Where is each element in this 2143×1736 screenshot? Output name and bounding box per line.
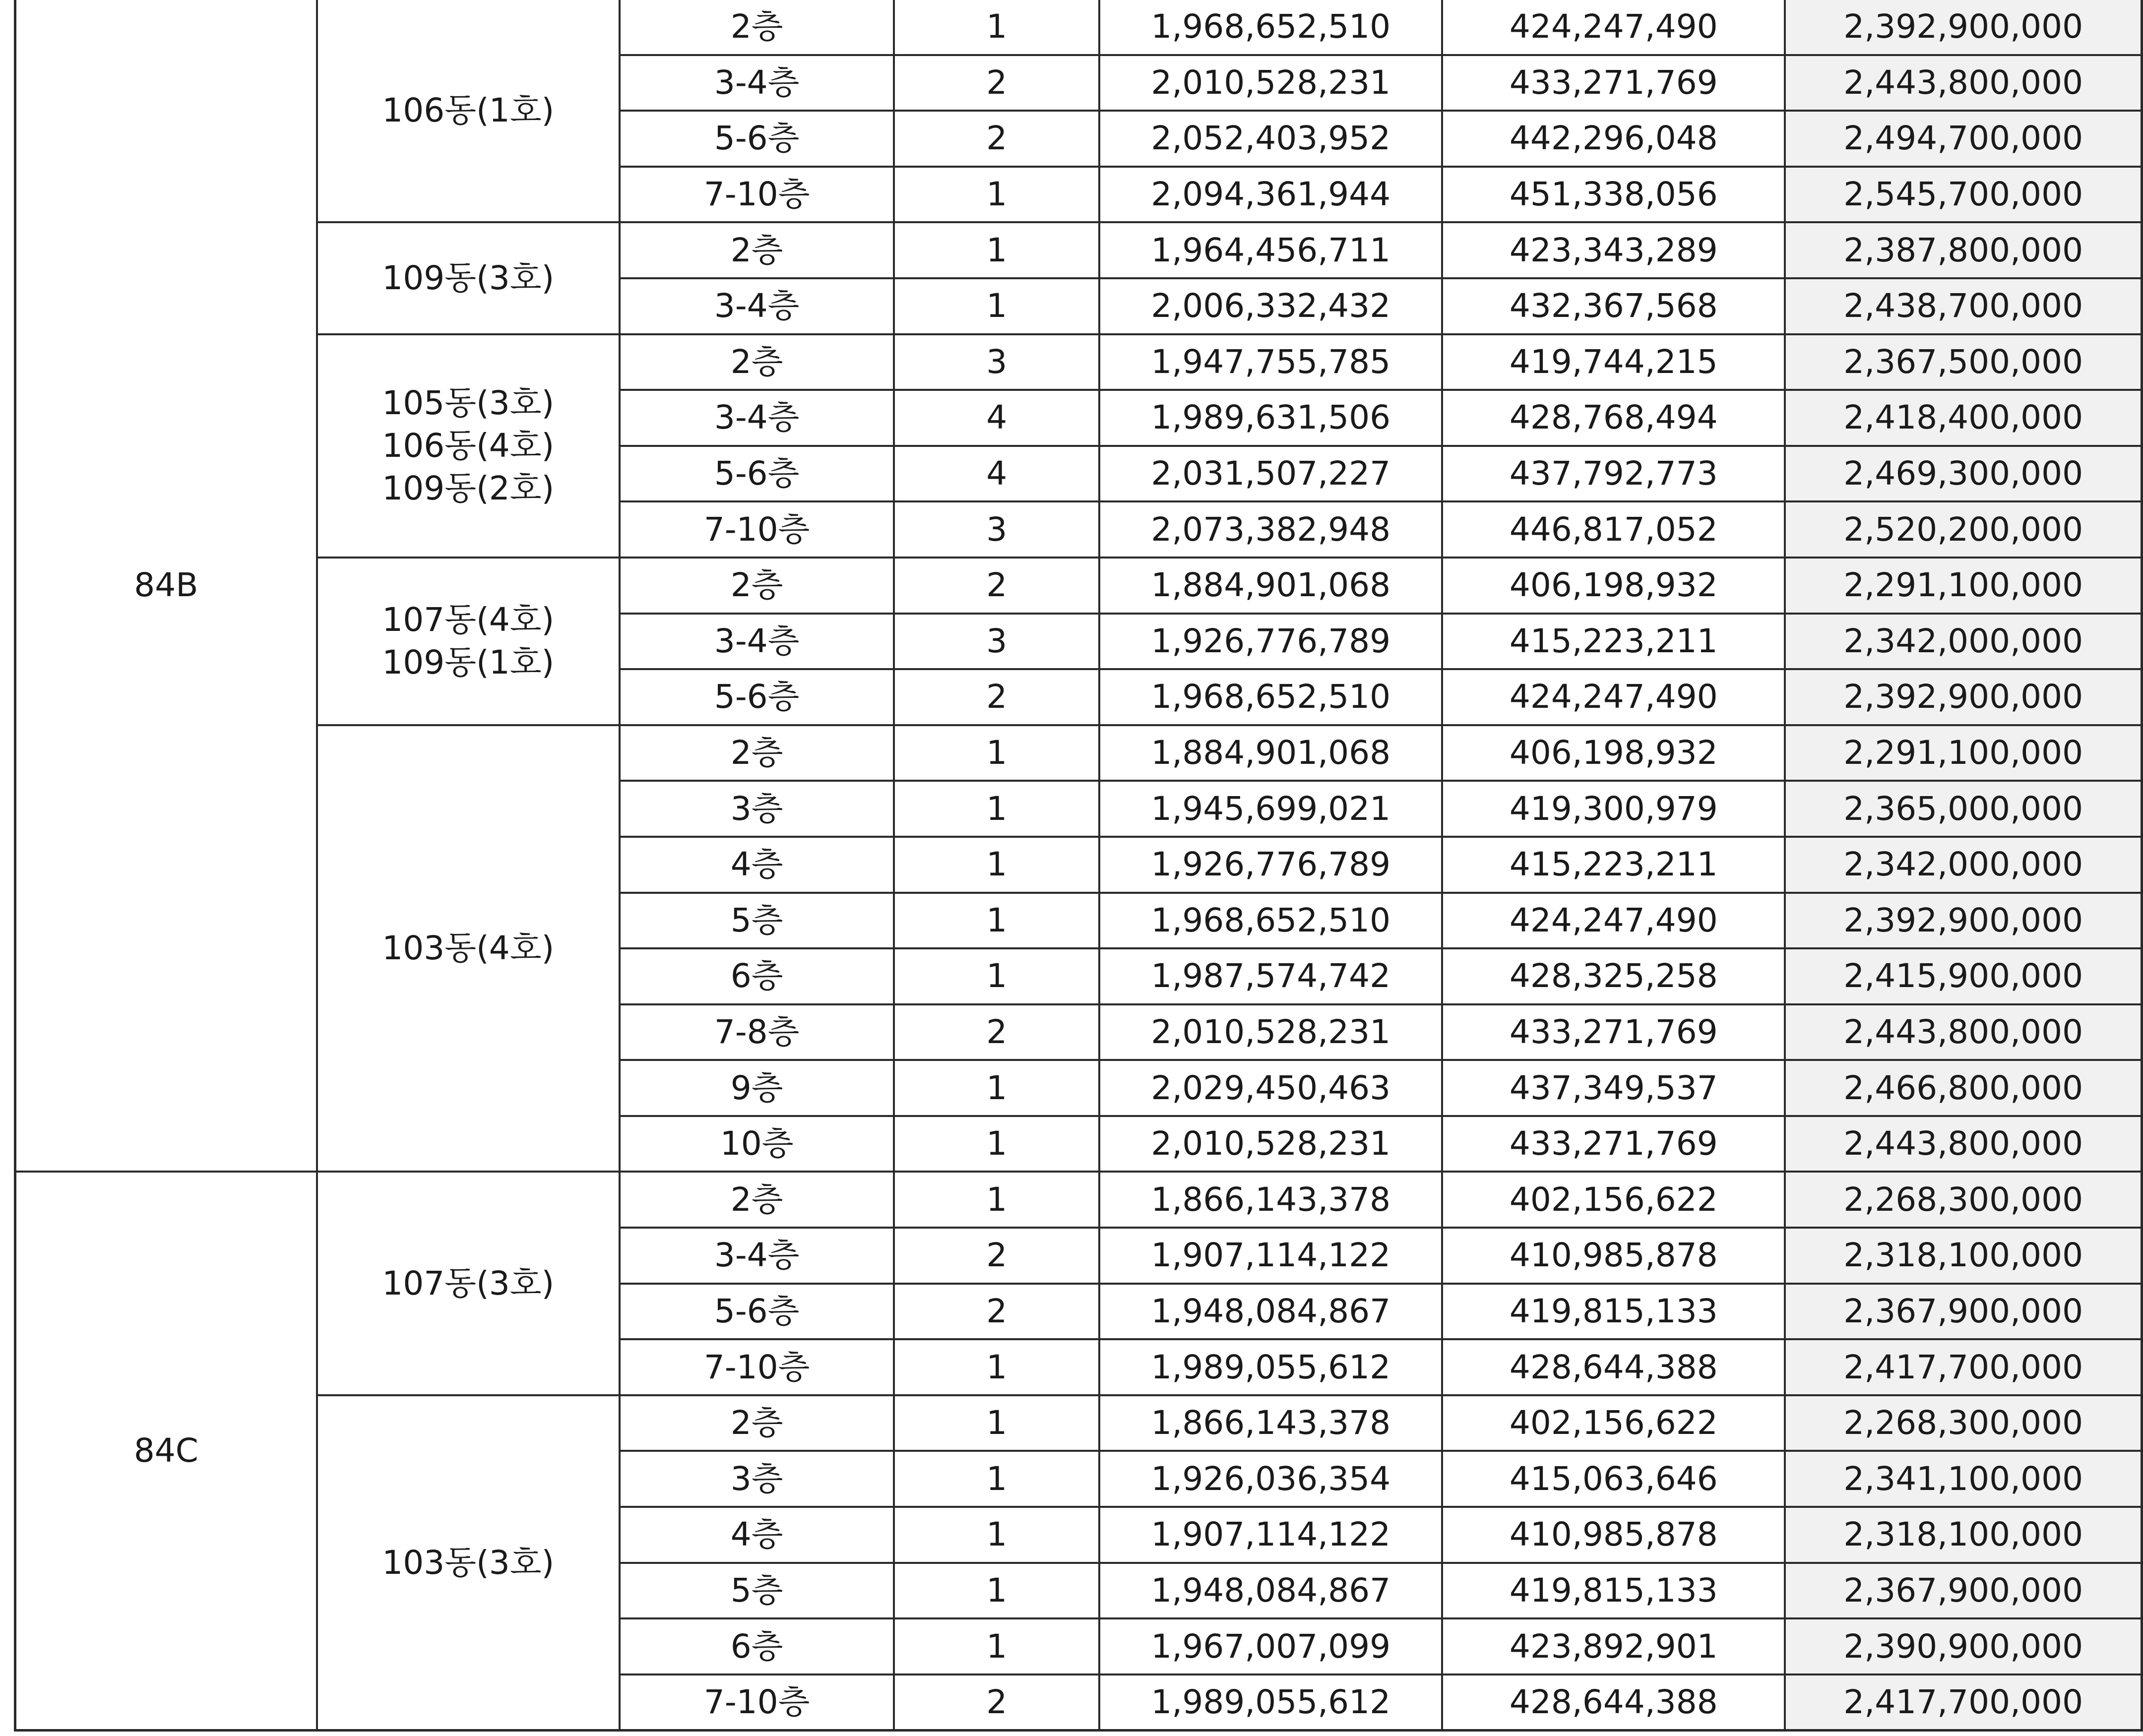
price-table-body xyxy=(15,0,2142,1731)
land-price-cell: 2,010,528,231 xyxy=(1099,1004,1442,1060)
unit-count-cell: 2 xyxy=(894,669,1099,725)
land-price-cell: 1,884,901,068 xyxy=(1099,725,1442,781)
total-price-cell: 2,291,100,000 xyxy=(1785,725,2142,781)
floor-cell: 4층 xyxy=(620,1507,894,1563)
total-price-cell: 2,367,900,000 xyxy=(1785,1284,2142,1340)
building-cell xyxy=(317,558,620,725)
floor-cell: 7-8층 xyxy=(620,1004,894,1060)
land-price-cell: 1,968,652,510 xyxy=(1099,0,1442,55)
unit-count-cell: 1 xyxy=(894,278,1099,334)
floor-cell: 3-4층 xyxy=(620,1228,894,1284)
total-price-cell: 2,342,000,000 xyxy=(1785,614,2142,670)
building-cell xyxy=(317,334,620,558)
unit-count-cell: 3 xyxy=(894,501,1099,558)
unit-count-cell: 3 xyxy=(894,334,1099,390)
total-price-cell: 2,291,100,000 xyxy=(1785,558,2142,614)
unit-count-cell: 1 xyxy=(894,1507,1099,1563)
land-price-cell: 1,968,652,510 xyxy=(1099,893,1442,949)
total-price-cell: 2,392,900,000 xyxy=(1785,893,2142,949)
unit-count-cell: 1 xyxy=(894,725,1099,781)
building-price-cell: 433,271,769 xyxy=(1442,1004,1785,1060)
total-price-cell: 2,443,800,000 xyxy=(1785,1004,2142,1060)
building-price-cell: 424,247,490 xyxy=(1442,0,1785,55)
building-price-cell: 419,815,133 xyxy=(1442,1563,1785,1619)
floor-cell: 2층 xyxy=(620,1395,894,1451)
unit-count-cell: 1 xyxy=(894,1563,1099,1619)
floor-cell: 3-4층 xyxy=(620,55,894,111)
total-price-cell: 2,443,800,000 xyxy=(1785,55,2142,111)
total-price-cell: 2,466,800,000 xyxy=(1785,1060,2142,1116)
building-price-cell: 428,768,494 xyxy=(1442,390,1785,446)
unit-count-cell: 1 xyxy=(894,1339,1099,1395)
land-price-cell: 1,989,055,612 xyxy=(1099,1339,1442,1395)
total-price-cell: 2,417,700,000 xyxy=(1785,1674,2142,1731)
floor-cell: 5층 xyxy=(620,1563,894,1619)
floor-cell: 5-6층 xyxy=(620,111,894,167)
unit-count-cell: 1 xyxy=(894,1060,1099,1116)
land-price-cell: 1,907,114,122 xyxy=(1099,1507,1442,1563)
building-price-cell: 424,247,490 xyxy=(1442,893,1785,949)
floor-cell: 3-4층 xyxy=(620,614,894,670)
unit-type-cell: 84B xyxy=(15,0,317,1172)
unit-count-cell: 2 xyxy=(894,558,1099,614)
unit-count-cell: 2 xyxy=(894,1228,1099,1284)
total-price-cell: 2,520,200,000 xyxy=(1785,501,2142,558)
total-price-cell: 2,469,300,000 xyxy=(1785,446,2142,502)
floor-cell: 2층 xyxy=(620,725,894,781)
total-price-cell: 2,318,100,000 xyxy=(1785,1507,2142,1563)
unit-count-cell: 1 xyxy=(894,1116,1099,1172)
building-price-cell: 423,892,901 xyxy=(1442,1618,1785,1674)
floor-cell: 3-4층 xyxy=(620,390,894,446)
building-price-cell: 415,223,211 xyxy=(1442,614,1785,670)
land-price-cell: 1,926,036,354 xyxy=(1099,1451,1442,1507)
building-price-cell: 428,325,258 xyxy=(1442,948,1785,1004)
total-price-cell: 2,392,900,000 xyxy=(1785,0,2142,55)
building-price-cell: 402,156,622 xyxy=(1442,1172,1785,1228)
total-price-cell: 2,494,700,000 xyxy=(1785,111,2142,167)
unit-count-cell: 1 xyxy=(894,167,1099,223)
building-price-cell: 419,815,133 xyxy=(1442,1284,1785,1340)
floor-cell: 2층 xyxy=(620,558,894,614)
table-row xyxy=(15,0,2142,55)
total-price-cell: 2,318,100,000 xyxy=(1785,1228,2142,1284)
unit-count-cell: 1 xyxy=(894,837,1099,893)
floor-cell: 2층 xyxy=(620,334,894,390)
land-price-cell: 1,968,652,510 xyxy=(1099,669,1442,725)
building-price-cell: 433,271,769 xyxy=(1442,1116,1785,1172)
unit-count-cell: 2 xyxy=(894,1004,1099,1060)
building-label: 103동(3호) xyxy=(382,1543,555,1582)
total-price-cell: 2,342,000,000 xyxy=(1785,837,2142,893)
building-label: 103동(4호) xyxy=(382,929,555,968)
floor-cell: 5-6층 xyxy=(620,669,894,725)
building-label: 106동(1호) xyxy=(382,91,555,130)
unit-count-cell: 1 xyxy=(894,1618,1099,1674)
building-price-cell: 423,343,289 xyxy=(1442,222,1785,278)
building-price-cell: 428,644,388 xyxy=(1442,1339,1785,1395)
unit-count-cell: 2 xyxy=(894,1284,1099,1340)
land-price-cell: 1,926,776,789 xyxy=(1099,837,1442,893)
building-label: 109동(1호) xyxy=(382,643,555,682)
building-price-cell: 406,198,932 xyxy=(1442,558,1785,614)
total-price-cell: 2,415,900,000 xyxy=(1785,948,2142,1004)
land-price-cell: 1,926,776,789 xyxy=(1099,614,1442,670)
unit-count-cell: 1 xyxy=(894,1172,1099,1228)
land-price-cell: 2,031,507,227 xyxy=(1099,446,1442,502)
floor-cell: 5-6층 xyxy=(620,1284,894,1340)
floor-cell: 4층 xyxy=(620,837,894,893)
unit-type-cell: 84C xyxy=(15,1172,317,1730)
building-price-cell: 415,063,646 xyxy=(1442,1451,1785,1507)
floor-cell: 2층 xyxy=(620,222,894,278)
building-price-cell: 428,644,388 xyxy=(1442,1674,1785,1731)
land-price-cell: 2,094,361,944 xyxy=(1099,167,1442,223)
land-price-cell: 1,945,699,021 xyxy=(1099,781,1442,837)
unit-count-cell: 1 xyxy=(894,781,1099,837)
unit-count-cell: 1 xyxy=(894,0,1099,55)
total-price-cell: 2,392,900,000 xyxy=(1785,669,2142,725)
building-price-cell: 415,223,211 xyxy=(1442,837,1785,893)
floor-cell: 2층 xyxy=(620,0,894,55)
land-price-cell: 1,866,143,378 xyxy=(1099,1172,1442,1228)
building-price-cell: 451,338,056 xyxy=(1442,167,1785,223)
land-price-cell: 1,866,143,378 xyxy=(1099,1395,1442,1451)
land-price-cell: 1,967,007,099 xyxy=(1099,1618,1442,1674)
floor-cell: 7-10층 xyxy=(620,167,894,223)
land-price-cell: 2,052,403,952 xyxy=(1099,111,1442,167)
building-cell xyxy=(317,222,620,334)
land-price-cell: 1,989,631,506 xyxy=(1099,390,1442,446)
building-cell xyxy=(317,1395,620,1731)
unit-count-cell: 4 xyxy=(894,390,1099,446)
unit-count-cell: 1 xyxy=(894,1451,1099,1507)
unit-count-cell: 1 xyxy=(894,893,1099,949)
land-price-cell: 2,029,450,463 xyxy=(1099,1060,1442,1116)
floor-cell: 5층 xyxy=(620,893,894,949)
building-price-cell: 424,247,490 xyxy=(1442,669,1785,725)
total-price-cell: 2,268,300,000 xyxy=(1785,1172,2142,1228)
land-price-cell: 1,989,055,612 xyxy=(1099,1674,1442,1731)
land-price-cell: 2,010,528,231 xyxy=(1099,1116,1442,1172)
building-price-cell: 410,985,878 xyxy=(1442,1507,1785,1563)
floor-cell: 3-4층 xyxy=(620,278,894,334)
building-price-cell: 402,156,622 xyxy=(1442,1395,1785,1451)
building-price-cell: 437,792,773 xyxy=(1442,446,1785,502)
floor-cell: 5-6층 xyxy=(620,446,894,502)
building-price-cell: 410,985,878 xyxy=(1442,1228,1785,1284)
unit-count-cell: 4 xyxy=(894,446,1099,502)
building-price-cell: 442,296,048 xyxy=(1442,111,1785,167)
land-price-cell: 2,010,528,231 xyxy=(1099,55,1442,111)
building-label: 105동(3호) xyxy=(382,383,555,422)
unit-count-cell: 1 xyxy=(894,948,1099,1004)
land-price-cell: 1,884,901,068 xyxy=(1099,558,1442,614)
building-label: 106동(4호) xyxy=(382,426,555,465)
total-price-cell: 2,367,500,000 xyxy=(1785,334,2142,390)
floor-cell: 7-10층 xyxy=(620,501,894,558)
table-row xyxy=(15,558,2142,614)
total-price-cell: 2,365,000,000 xyxy=(1785,781,2142,837)
unit-count-cell: 1 xyxy=(894,1395,1099,1451)
building-cell xyxy=(317,1172,620,1395)
building-label: 109동(2호) xyxy=(382,469,555,507)
total-price-cell: 2,341,100,000 xyxy=(1785,1451,2142,1507)
table-row xyxy=(15,1172,2142,1228)
building-price-cell: 419,744,215 xyxy=(1442,334,1785,390)
total-price-cell: 2,417,700,000 xyxy=(1785,1339,2142,1395)
building-price-cell: 419,300,979 xyxy=(1442,781,1785,837)
floor-cell: 3층 xyxy=(620,781,894,837)
floor-cell: 6층 xyxy=(620,1618,894,1674)
total-price-cell: 2,443,800,000 xyxy=(1785,1116,2142,1172)
floor-cell: 2층 xyxy=(620,1172,894,1228)
unit-count-cell: 2 xyxy=(894,111,1099,167)
total-price-cell: 2,438,700,000 xyxy=(1785,278,2142,334)
total-price-cell: 2,387,800,000 xyxy=(1785,222,2142,278)
building-label: 107동(4호) xyxy=(382,600,555,639)
land-price-cell: 1,987,574,742 xyxy=(1099,948,1442,1004)
unit-count-cell: 2 xyxy=(894,55,1099,111)
land-price-cell: 1,947,755,785 xyxy=(1099,334,1442,390)
land-price-cell: 1,948,084,867 xyxy=(1099,1563,1442,1619)
building-label: 107동(3호) xyxy=(382,1264,555,1302)
floor-cell: 7-10층 xyxy=(620,1339,894,1395)
land-price-cell: 2,006,332,432 xyxy=(1099,278,1442,334)
building-price-cell: 437,349,537 xyxy=(1442,1060,1785,1116)
floor-cell: 7-10층 xyxy=(620,1674,894,1731)
total-price-cell: 2,418,400,000 xyxy=(1785,390,2142,446)
total-price-cell: 2,545,700,000 xyxy=(1785,167,2142,223)
building-cell xyxy=(317,0,620,222)
floor-cell: 9층 xyxy=(620,1060,894,1116)
total-price-cell: 2,367,900,000 xyxy=(1785,1563,2142,1619)
land-price-cell: 1,964,456,711 xyxy=(1099,222,1442,278)
table-row xyxy=(15,1395,2142,1451)
building-price-cell: 432,367,568 xyxy=(1442,278,1785,334)
land-price-cell: 2,073,382,948 xyxy=(1099,501,1442,558)
building-cell xyxy=(317,725,620,1172)
land-price-cell: 1,948,084,867 xyxy=(1099,1284,1442,1340)
unit-count-cell: 2 xyxy=(894,1674,1099,1731)
building-price-cell: 433,271,769 xyxy=(1442,55,1785,111)
floor-cell: 10층 xyxy=(620,1116,894,1172)
table-row xyxy=(15,725,2142,781)
unit-count-cell: 3 xyxy=(894,614,1099,670)
table-row xyxy=(15,222,2142,278)
price-table xyxy=(14,0,2143,1732)
building-label: 109동(3호) xyxy=(382,258,555,297)
table-row xyxy=(15,334,2142,390)
land-price-cell: 1,907,114,122 xyxy=(1099,1228,1442,1284)
floor-cell: 3층 xyxy=(620,1451,894,1507)
total-price-cell: 2,390,900,000 xyxy=(1785,1618,2142,1674)
building-price-cell: 446,817,052 xyxy=(1442,501,1785,558)
floor-cell: 6층 xyxy=(620,948,894,1004)
building-price-cell: 406,198,932 xyxy=(1442,725,1785,781)
total-price-cell: 2,268,300,000 xyxy=(1785,1395,2142,1451)
unit-count-cell: 1 xyxy=(894,222,1099,278)
